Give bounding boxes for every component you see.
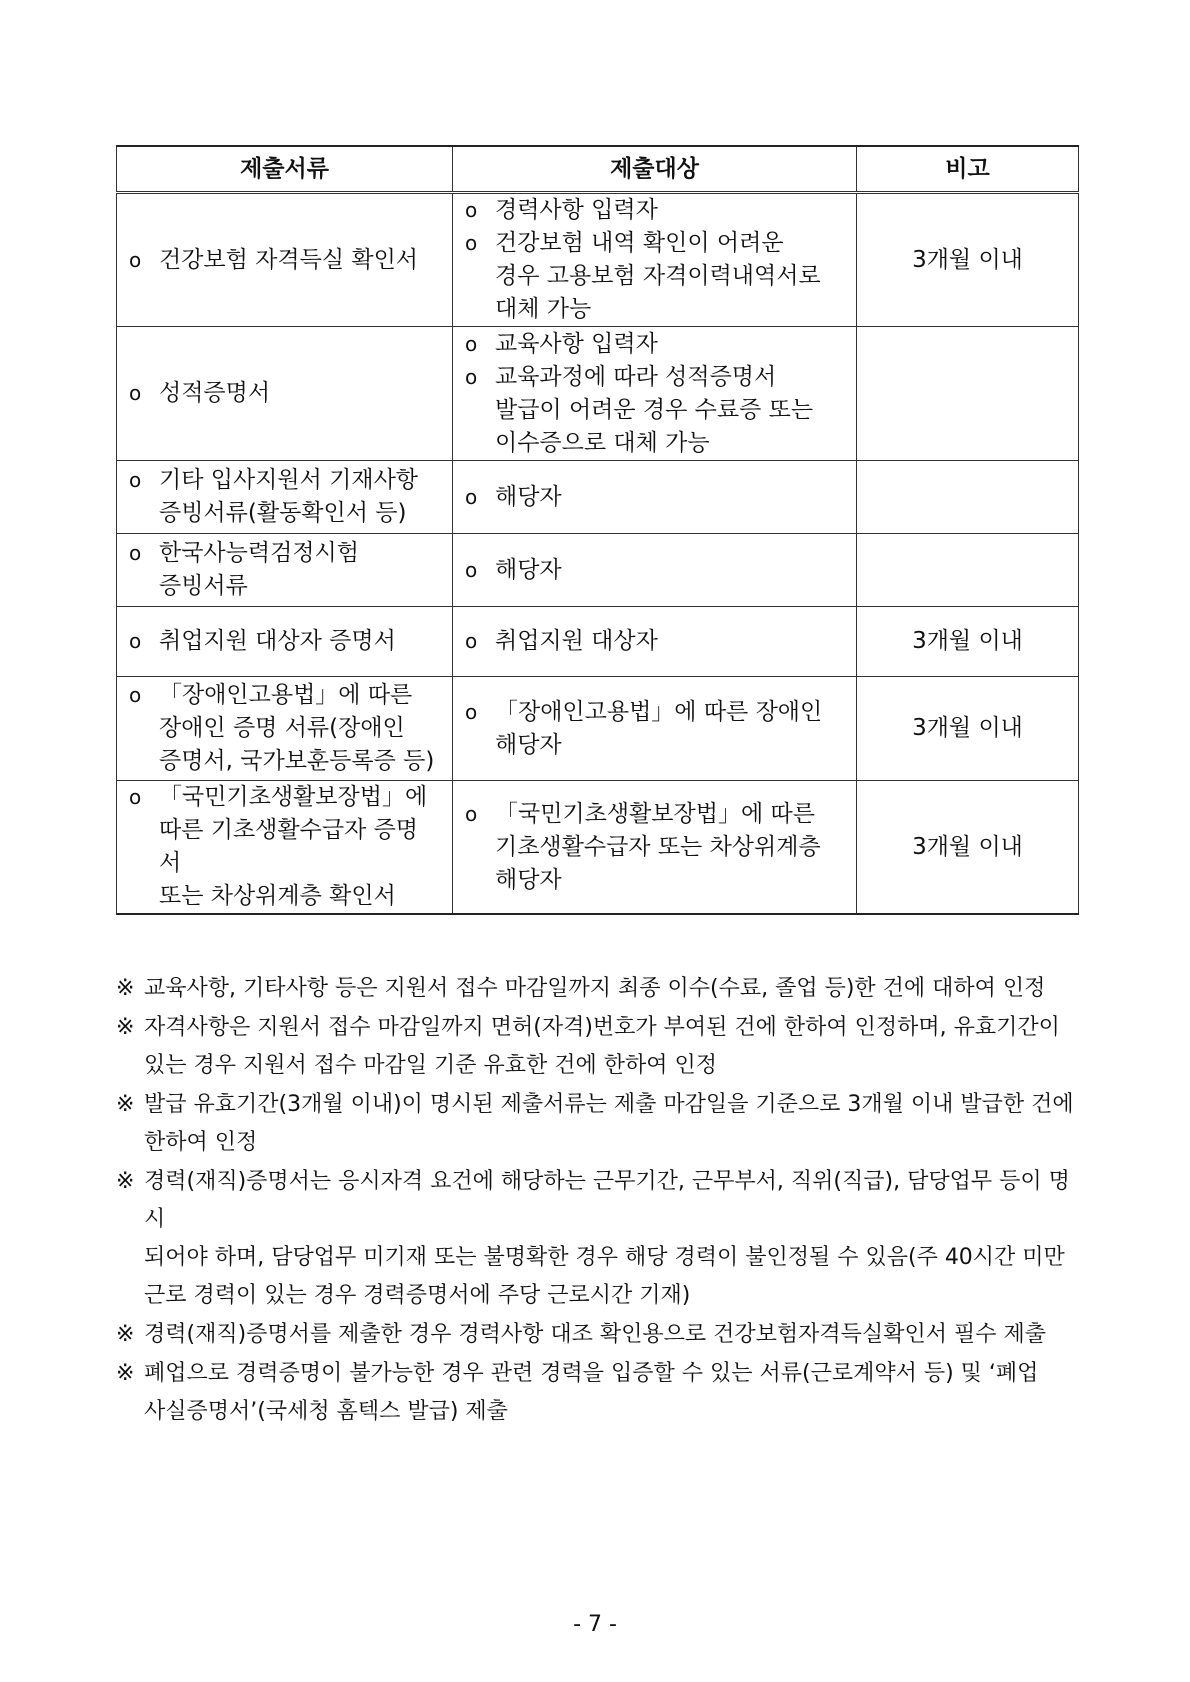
header-remarks: 비고 [857, 146, 1079, 193]
document-cell [117, 607, 453, 677]
reference-mark-icon: ※ [116, 1169, 135, 1194]
remark-cell: 3개월 이내 [857, 781, 1079, 915]
notes-section [116, 970, 1086, 1431]
header-targets: 제출대상 [453, 146, 857, 193]
table-row [117, 461, 1079, 534]
bullet-icon: o [465, 231, 478, 255]
document-name: 한국사능력검정시험 증빙서류 [159, 540, 359, 599]
note-item [116, 1086, 1086, 1162]
document-name: 건강보험 자격득실 확인서 [159, 246, 419, 273]
target-text: 「국민기초생활보장법」에 따른 기초생활수급자 또는 차상위계층 해당자 [495, 800, 821, 893]
target-item [465, 625, 844, 658]
remark-cell: 3개월 이내 [857, 607, 1079, 677]
target-cell [453, 193, 857, 327]
table-row [117, 193, 1079, 327]
target-text: 해당자 [495, 483, 562, 510]
page-number: - 7 - [573, 1612, 617, 1637]
target-cell [453, 534, 857, 607]
document-name: 기타 입사지원서 기재사항 증빙서류(활동확인서 등) [159, 467, 419, 526]
bullet-icon: o [465, 801, 478, 826]
bullet-icon: o [129, 468, 142, 492]
document-cell [117, 677, 453, 781]
reference-mark-icon: ※ [116, 1322, 135, 1347]
target-text: 건강보험 내역 확인이 어려운 경우 고용보험 자격이력내역서로 대체 가능 [495, 230, 821, 322]
target-cell [453, 781, 857, 915]
document-cell [117, 534, 453, 607]
note-item [116, 1355, 1086, 1431]
target-cell [453, 607, 857, 677]
document-item [129, 781, 440, 913]
remark-cell [857, 461, 1079, 534]
note-item [116, 1163, 1086, 1315]
document-item [129, 244, 440, 277]
target-text: 경력사항 입력자 [495, 197, 658, 223]
reference-mark-icon: ※ [116, 1092, 135, 1117]
bullet-icon: o [465, 629, 478, 653]
bullet-icon: o [129, 629, 142, 653]
reference-mark-icon: ※ [116, 1361, 135, 1386]
bullet-icon: o [465, 699, 478, 724]
note-text: 발급 유효기간(3개월 이내)이 명시된 제출서류는 제출 마감일을 기준으로 3개월 이내 발급한 건에 한하여 인정 [144, 1092, 1074, 1155]
note-text: 자격사항은 지원서 접수 마감일까지 면허(자격)번호가 부여된 건에 한하여 인정하며, 유효기간이 있는 경우 지원서 접수 마감일 기준 유효한 건에 한하여 인정 [144, 1015, 1060, 1078]
target-item [465, 481, 844, 514]
bullet-icon: o [129, 541, 142, 565]
bullet-icon: o [129, 381, 142, 405]
note-text: 교육사항, 기타사항 등은 지원서 접수 마감일까지 최종 이수(수료, 졸업 등)한 건에 대하여 인정 [144, 976, 1046, 1001]
target-item [465, 554, 844, 587]
note-text: 경력(재직)증명서는 응시자격 요건에 해당하는 근무기간, 근무부서, 직위(직급), 담당업무 등이 명시 되어야 하며, 담당업무 미기재 또는 불명확한 경우 해당 경력이 불인정될 수 있음(주 40시간 미만 근로 경력이 있는 경우 경력증명서에 주당 근로시간 기재) [144, 1169, 1070, 1308]
document-cell [117, 781, 453, 915]
remark-cell [857, 327, 1079, 461]
target-item [465, 798, 844, 897]
bullet-icon: o [465, 331, 478, 356]
note-item [116, 1316, 1086, 1354]
document-cell [117, 193, 453, 327]
note-item [116, 1009, 1086, 1085]
note-text: 폐업으로 경력증명이 불가능한 경우 관련 경력을 입증할 수 있는 서류(근로계약서 등) 및 ‘폐업 사실증명서’(국세청 홈텍스 발급) 제출 [144, 1361, 1039, 1424]
document-name: 「국민기초생활보장법」에 따른 기초생활수급자 증명서 또는 차상위계층 확인서 [159, 784, 428, 909]
document-cell [117, 461, 453, 534]
header-documents: 제출서류 [117, 146, 453, 193]
bullet-icon: o [465, 557, 478, 582]
target-text: 교육사항 입력자 [495, 330, 658, 357]
note-item [116, 970, 1086, 1008]
document-item [129, 537, 440, 603]
table-row [117, 534, 1079, 607]
document-item [129, 464, 440, 530]
remark-cell: 3개월 이내 [857, 677, 1079, 781]
table-row [117, 677, 1079, 781]
note-text: 경력(재직)증명서를 제출한 경우 경력사항 대조 확인용으로 건강보험자격득실확인서 필수 제출 [144, 1322, 1046, 1347]
target-text: 해당자 [495, 556, 562, 583]
target-text: 교육과정에 따라 성적증명서 발급이 어려운 경우 수료증 또는 이수증으로 대체 가능 [495, 363, 814, 456]
target-item [465, 227, 844, 326]
document-item [129, 679, 440, 778]
documents-table [116, 145, 1079, 915]
document-item [129, 377, 440, 410]
table-row [117, 781, 1079, 915]
target-item [465, 194, 844, 227]
reference-mark-icon: ※ [116, 1015, 135, 1040]
bullet-icon: o [129, 683, 142, 707]
table-row [117, 327, 1079, 461]
document-name: 성적증명서 [159, 380, 271, 406]
target-cell [453, 327, 857, 461]
document-name: 「장애인고용법」에 따른 장애인 증명 서류(장애인 증명서, 국가보훈등록증 등) [159, 682, 435, 774]
remark-cell: 3개월 이내 [857, 193, 1079, 327]
bullet-icon: o [129, 247, 142, 272]
bullet-icon: o [129, 785, 142, 809]
target-text: 「장애인고용법」에 따른 장애인 해당자 [495, 698, 823, 758]
reference-mark-icon: ※ [116, 976, 135, 1001]
target-item [465, 696, 844, 762]
table-row [117, 607, 1079, 677]
document-name: 취업지원 대상자 증명서 [159, 628, 396, 654]
target-cell [453, 677, 857, 781]
bullet-icon: o [465, 364, 478, 389]
bullet-icon: o [465, 484, 478, 509]
document-cell [117, 327, 453, 461]
target-text: 취업지원 대상자 [495, 628, 658, 654]
target-item [465, 328, 844, 361]
remark-cell [857, 534, 1079, 607]
target-item [465, 361, 844, 460]
table-header-row [117, 146, 1079, 193]
target-cell [453, 461, 857, 534]
bullet-icon: o [465, 198, 478, 222]
document-item [129, 625, 440, 658]
